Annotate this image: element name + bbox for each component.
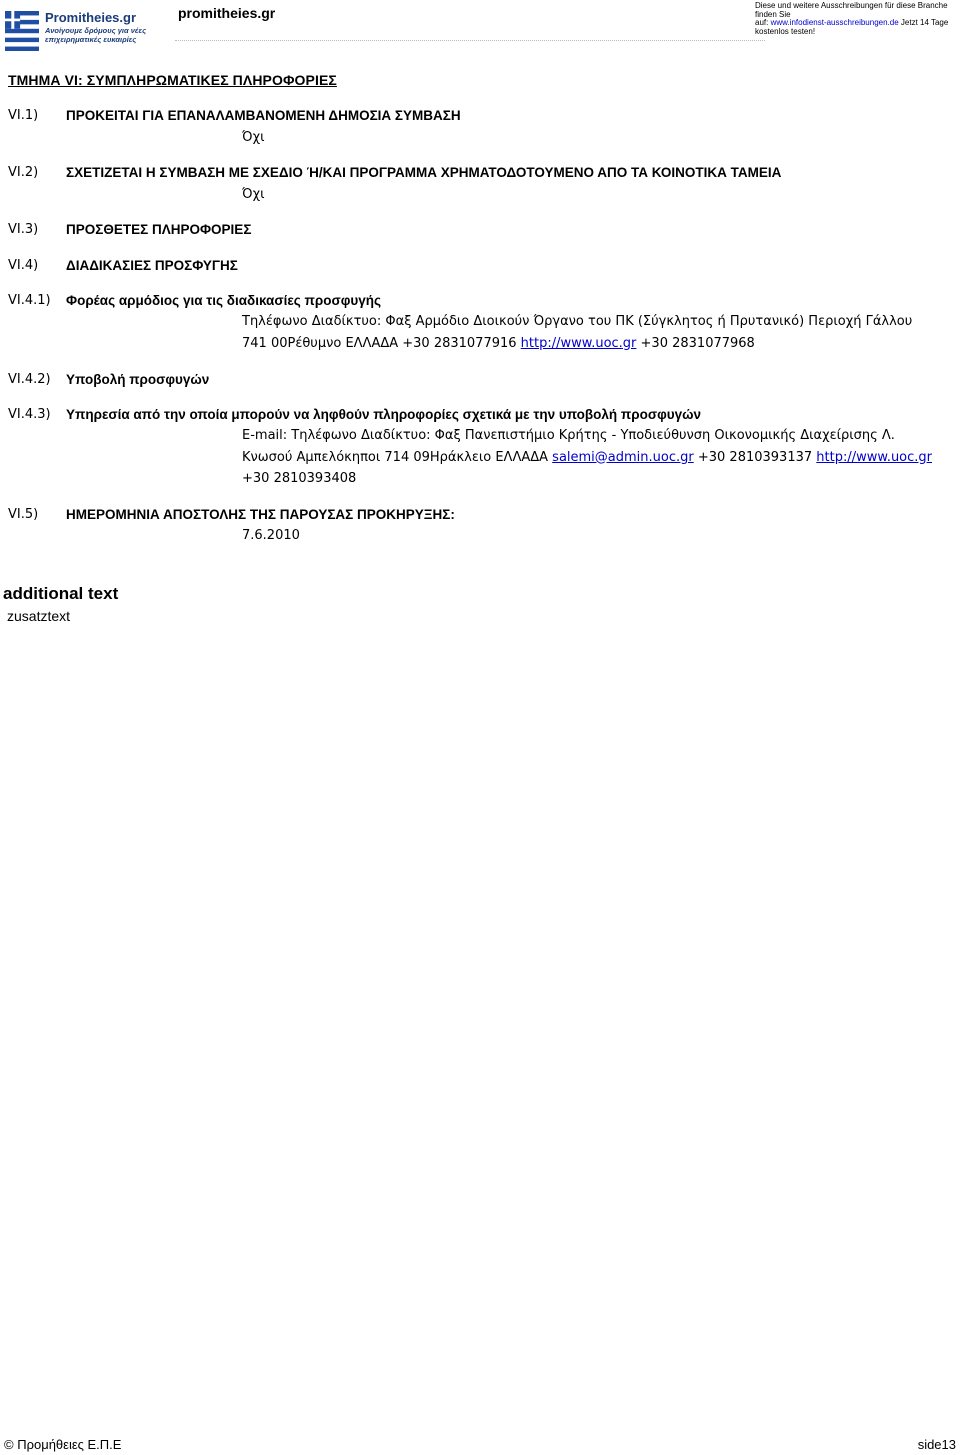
copyright-footer: © Προμήθειες Ε.Π.Ε xyxy=(4,1437,122,1452)
detail-text: +30 2810393137 xyxy=(693,449,817,465)
item-number: VI.4.1) xyxy=(8,293,51,308)
item-heading: Φορέας αρμόδιος για τις διαδικασίες προσφυγής xyxy=(66,293,381,308)
site-name: promitheies.gr xyxy=(178,5,276,21)
header-divider xyxy=(175,40,765,41)
website-link[interactable]: http://www.uoc.gr xyxy=(816,449,933,465)
item-value: Όχι xyxy=(242,187,265,202)
ad-link[interactable]: www.infodienst-ausschreibungen.de xyxy=(770,18,899,27)
item-heading: ΣΧΕΤΙΖΕΤΑΙ Η ΣΥΜΒΑΣΗ ΜΕ ΣΧΕΔΙΟ Ή/ΚΑΙ ΠΡΟΓΡΑΜΜΑ ΧΡΗΜΑΤΟΔΟΤΟΥΜΕΝΟ ΑΠΟ ΤΑ ΚΟΙΝΟΤΙΚΑ ΤΑΜΕΙΑ xyxy=(66,165,782,180)
item-value: 7.6.2010 xyxy=(242,528,300,543)
additional-text: zusatztext xyxy=(7,608,71,624)
ad-line-3: kostenlos testen! xyxy=(755,26,816,36)
item-number: VI.4.2) xyxy=(8,372,51,387)
promitheies-logo[interactable] xyxy=(5,8,150,52)
item-number: VI.3) xyxy=(8,222,39,237)
item-heading: ΠΡΟΣΘΕΤΕΣ ΠΛΗΡΟΦΟΡΙΕΣ xyxy=(66,222,252,237)
ad-prefix: auf: xyxy=(755,18,769,27)
additional-title: additional text xyxy=(3,584,119,603)
logo-tagline xyxy=(45,26,146,44)
logo-tagline-line-1: Ανοίγουμε δρόμους για νέες xyxy=(45,26,147,35)
item-detail xyxy=(242,311,932,354)
item-heading: ΗΜΕΡΟΜΗΝΙΑ ΑΠΟΣΤΟΛΗΣ ΤΗΣ ΠΑΡΟΥΣΑΣ ΠΡΟΚΗΡΥΞΗΣ: xyxy=(66,507,455,522)
item-number: VI.4) xyxy=(8,258,39,273)
item-detail xyxy=(242,425,932,490)
email-link[interactable]: salemi@admin.uoc.gr xyxy=(552,449,694,465)
ad-notice xyxy=(755,2,960,36)
page-header xyxy=(0,0,960,54)
item-heading: ΠΡΟΚΕΙΤΑΙ ΓΙΑ ΕΠΑΝΑΛΑΜΒΑΝΟΜΕΝΗ ΔΗΜΟΣΙΑ ΣΥΜΒΑΣΗ xyxy=(66,108,461,123)
ad-suffix: Jetzt 14 Tage xyxy=(900,18,949,27)
detail-text: Τηλέφωνο Διαδίκτυο: Φαξ Αρμόδιο Διοικούν Όργανο του ΠΚ (Σύγκλητος ή Πρυτανικό) Περιοχή Γάλλου 741 00Ρέθυμνο ΕΛΛΑΔΑ +30 2831077916 xyxy=(242,314,913,351)
ad-line-1: Diese und weitere Ausschreibungen für diese Branche finden Sie xyxy=(755,1,948,19)
item-heading: Υποβολή προσφυγών xyxy=(66,372,210,387)
item-number: VI.4.3) xyxy=(8,407,51,422)
item-value: Όχι xyxy=(242,130,265,145)
item-heading: Υπηρεσία από την οποία μπορούν να ληφθούν πληροφορίες σχετικά με την υποβολή προσφυγών xyxy=(66,407,702,422)
item-number: VI.2) xyxy=(8,165,39,180)
detail-text: +30 2831077968 xyxy=(636,335,755,351)
greek-flag-icon xyxy=(5,11,39,51)
logo-brand: Promitheies.gr xyxy=(45,10,137,25)
logo-tagline-line-2: επιχειρηματικές ευκαιρίες xyxy=(45,35,137,44)
website-link[interactable]: http://www.uoc.gr xyxy=(520,335,637,351)
item-number: VI.5) xyxy=(8,507,39,522)
detail-text: +30 2810393408 xyxy=(242,471,357,486)
item-heading: ΔΙΑΔΙΚΑΣΙΕΣ ΠΡΟΣΦΥΓΗΣ xyxy=(66,258,238,273)
section-title: ΤΜΗΜΑ VI: ΣΥΜΠΛΗΡΩΜΑΤΙΚΕΣ ΠΛΗΡΟΦΟΡΙΕΣ xyxy=(8,72,337,88)
detail-text: E-mail: Τηλέφωνο Διαδίκτυο: Φαξ Πανεπιστήμιο Κρήτης - Υποδιεύθυνση Οικονομικής Διαχείρισης Λ. Κνωσού Αμπελόκηποι 714 09Ηράκλειο ΕΛΛΑΔΑ xyxy=(242,428,895,465)
page-number: side13 xyxy=(917,1437,956,1452)
item-number: VI.1) xyxy=(8,108,39,123)
